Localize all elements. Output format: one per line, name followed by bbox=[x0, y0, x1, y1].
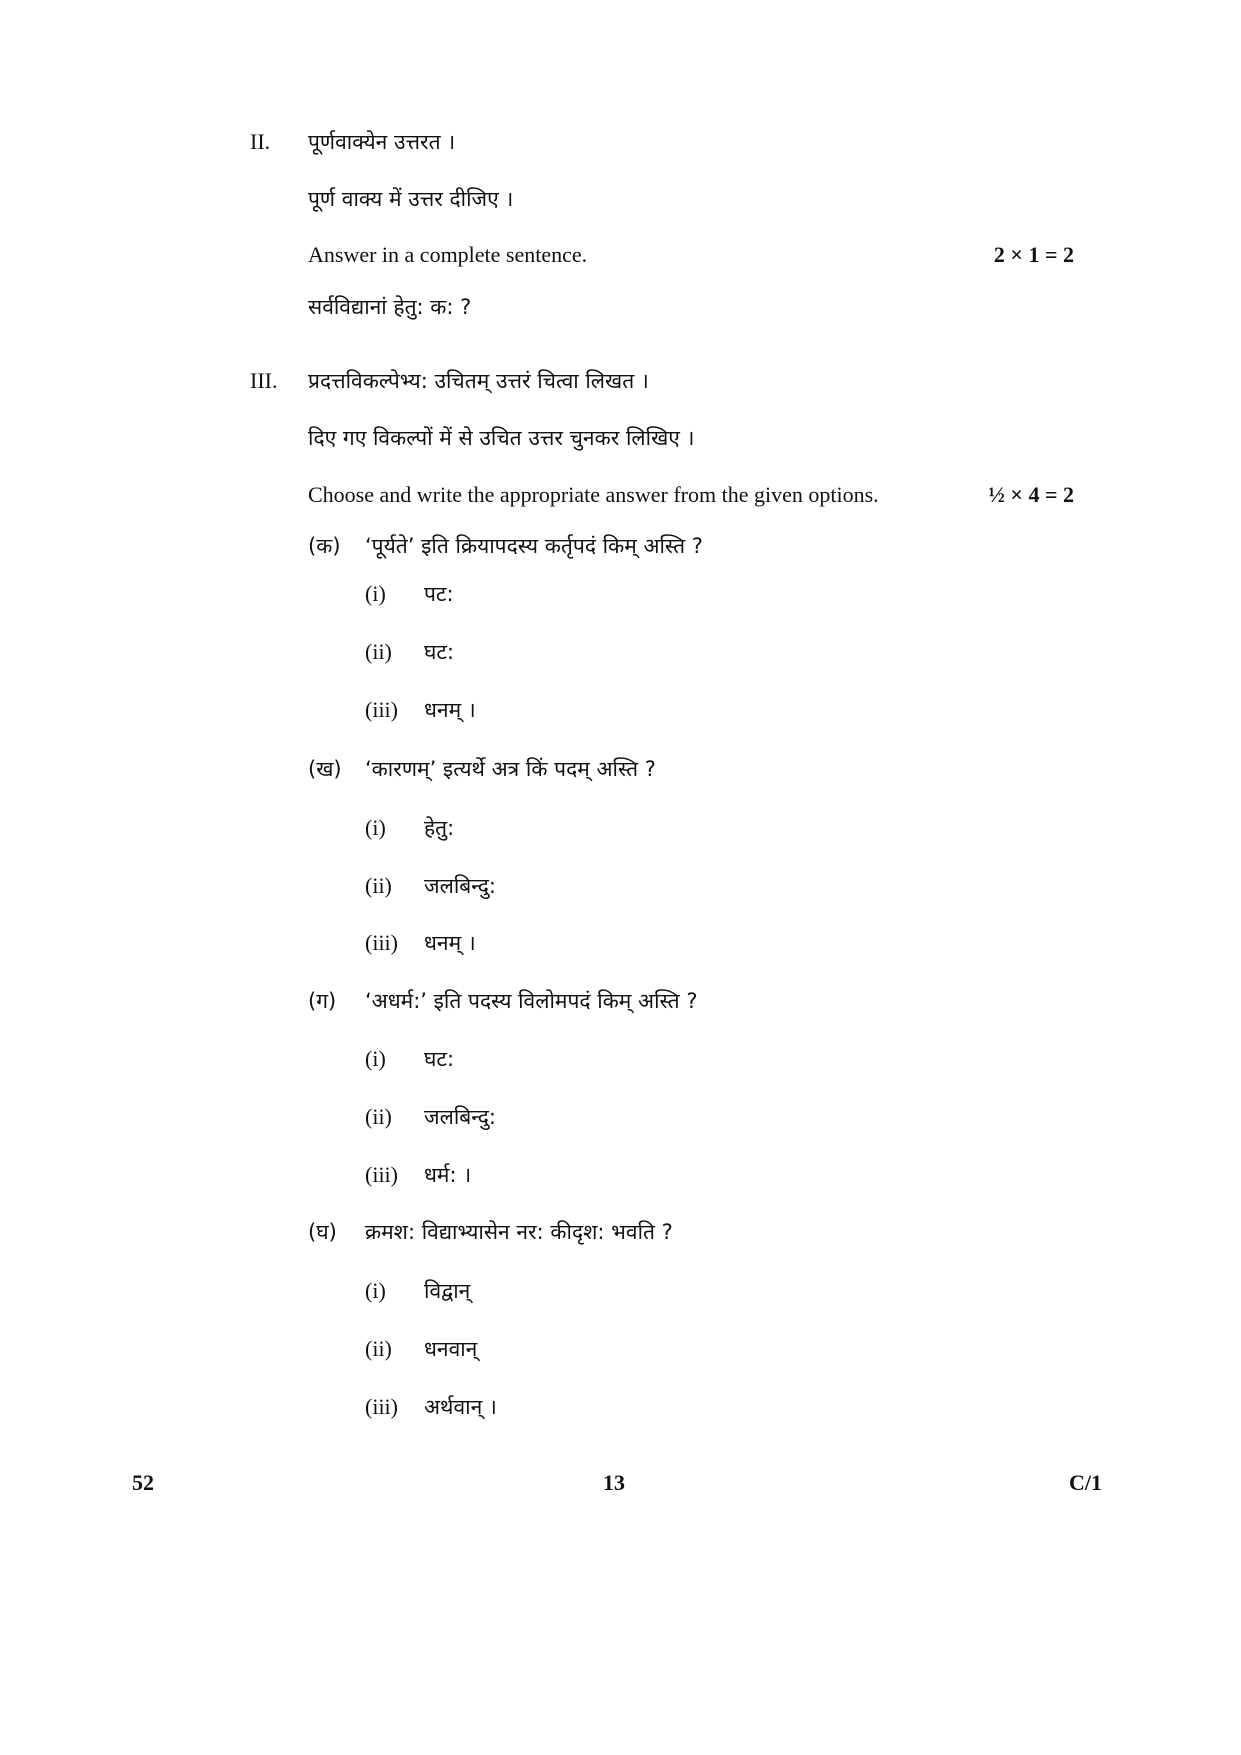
option-text: धनम् । bbox=[424, 698, 476, 722]
section-2-sanskrit-instruction: पूर्णवाक्येन उत्तरत । bbox=[308, 130, 456, 154]
section-2-question: सर्वविद्यानां हेतु: क: ? bbox=[308, 295, 472, 319]
option-number: (i) bbox=[365, 815, 386, 840]
section-2-english-instruction: Answer in a complete sentence. bbox=[308, 242, 588, 267]
section-3-marks: ½ × 4 = 2 bbox=[988, 482, 1074, 507]
section-2-marks: 2 × 1 = 2 bbox=[993, 242, 1074, 267]
footer-page-number: 13 bbox=[603, 1470, 625, 1495]
option-text: जलबिन्दु: bbox=[424, 874, 496, 898]
question-text: ‘अधर्म:’ इति पदस्य विलोमपदं किम् अस्ति ? bbox=[365, 989, 698, 1013]
option-number: (ii) bbox=[365, 1104, 392, 1129]
question-label: (घ) bbox=[308, 1220, 337, 1244]
option-number: (iii) bbox=[365, 1394, 398, 1419]
question-label: (क) bbox=[308, 534, 341, 558]
option-text: विद्वान् bbox=[424, 1279, 471, 1303]
question-text: क्रमश: विद्याभ्यासेन नर: कीदृश: भवति ? bbox=[365, 1220, 673, 1244]
section-3-hindi-instruction: दिए गए विकल्पों में से उचित उत्तर चुनकर लिखिए । bbox=[308, 426, 695, 450]
section-2-number: II. bbox=[250, 129, 271, 154]
option-text: जलबिन्दु: bbox=[424, 1105, 496, 1129]
footer-left-code: 52 bbox=[132, 1470, 154, 1495]
option-number: (i) bbox=[365, 581, 386, 606]
footer-right-code: C/1 bbox=[1069, 1470, 1102, 1495]
question-label: (ग) bbox=[308, 989, 337, 1013]
option-text: धनम् । bbox=[424, 931, 476, 955]
question-text: ‘कारणम्’ इत्यर्थे अत्र किं पदम् अस्ति ? bbox=[365, 757, 656, 781]
option-text: हेतु: bbox=[424, 816, 455, 840]
section-3-number: III. bbox=[250, 368, 278, 393]
option-text: घट: bbox=[424, 640, 455, 664]
section-3-english-instruction: Choose and write the appropriate answer from the given options. bbox=[308, 482, 879, 507]
option-number: (ii) bbox=[365, 1336, 392, 1361]
option-text: धर्म: । bbox=[424, 1163, 472, 1187]
option-number: (iii) bbox=[365, 930, 398, 955]
option-text: पट: bbox=[424, 582, 454, 606]
question-text: ‘पूर्यते’ इति क्रियापदस्य कर्तृपदं किम् अस्ति ? bbox=[365, 534, 703, 558]
option-text: धनवान् bbox=[424, 1337, 478, 1361]
option-number: (i) bbox=[365, 1046, 386, 1071]
option-number: (i) bbox=[365, 1278, 386, 1303]
option-number: (ii) bbox=[365, 873, 392, 898]
option-number: (iii) bbox=[365, 697, 398, 722]
section-2-hindi-instruction: पूर्ण वाक्य में उत्तर दीजिए । bbox=[308, 187, 514, 211]
option-text: अर्थवान् । bbox=[424, 1395, 497, 1419]
option-number: (ii) bbox=[365, 639, 392, 664]
question-label: (ख) bbox=[308, 757, 342, 781]
section-3-sanskrit-instruction: प्रदत्तविकल्पेभ्य: उचितम् उत्तरं चित्वा लिखत । bbox=[308, 369, 649, 393]
option-text: घट: bbox=[424, 1047, 455, 1071]
option-number: (iii) bbox=[365, 1162, 398, 1187]
